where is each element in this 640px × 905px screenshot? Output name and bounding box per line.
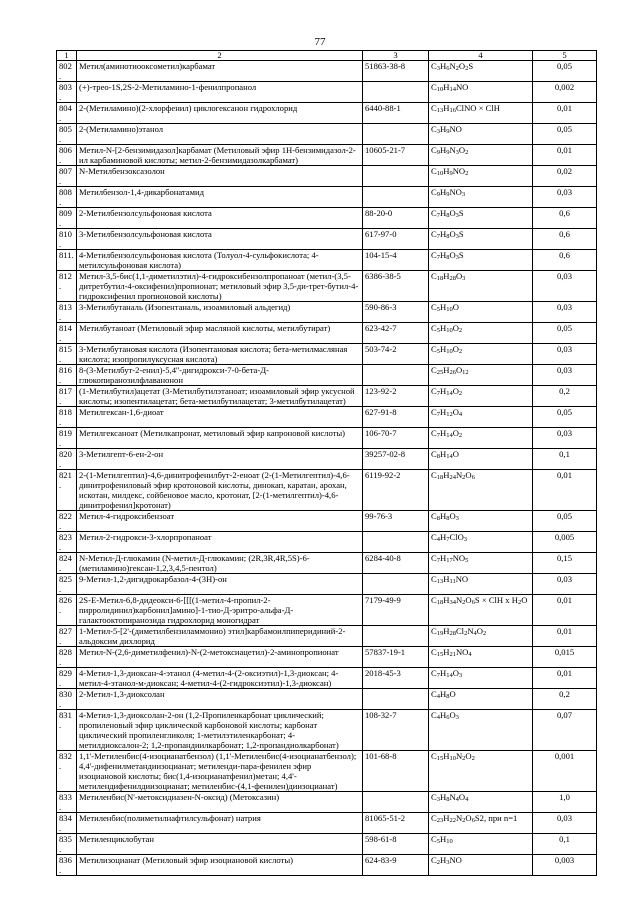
table-row [57,229,597,250]
cas-number [363,365,429,386]
substance-name: (+)-трео-1S,2S-2-Метиламино-1-фенилпропанол [77,82,363,103]
cas-number: 6119-92-2 [363,470,429,511]
substance-name: 8-(3-Метилбут-2-енил)-5,4''-дигидрокси-7-0-бета-Д-глюкопиранозилфлаванонон [77,365,363,386]
chemical-formula: $C_3H_9NO$ [429,124,533,145]
cas-number: 627-91-8 [363,407,429,428]
limit-value: 0,1 [533,449,597,470]
limit-value: 0,6 [533,250,597,271]
cas-number [363,124,429,145]
chemical-formula: $C_7H_{12}O_4$ [429,407,533,428]
row-number: 835. [57,834,77,855]
cas-number [363,82,429,103]
substance-name: (1-Метилбутил)ацетат (3-Метилбутилэтаноат; изоамиловый эфир уксусной кислоты; изопентилацетат; бета-метилбутилацетат; 3-метилбутилацетат) [77,386,363,407]
substance-name: 2-Метилбензолсульфоновая кислота [77,208,363,229]
row-number: 819. [57,428,77,449]
substance-name: 4-Метил-1,3-диоксан-4-этанол (4-метил-4-(2-оксиэтил)-1,3-диоксан; 4-метил-4-этанол-м-диоксан; 4-метил-4-(2-гидроксиэтил)-1,3-диоксан) [77,668,363,689]
cas-number: 81065-51-2 [363,813,429,834]
cas-number [363,792,429,813]
substance-name: 1,1'-Метиленбис(4-изоцианатбензол) (1,1'-Метиленбис(4-изоцианатбензол); 4,4'-дифенилметандиизоцианат; метиленди-пара-фенилен эфир изоциановой кислоты; бис(1,4-изоцианатфенил)метан; 4,4'-метилендифенилдиизоцианат; метиленбис-(4,1-фенилен)диизоцианат) [77,751,363,792]
limit-value: 0,03 [533,344,597,365]
cas-number: 108-32-7 [363,710,429,751]
table-row [57,271,597,302]
limit-value: 0,01 [533,595,597,626]
table-row [57,813,597,834]
row-number: 817. [57,386,77,407]
substance-name: 9-Метил-1,2-дигидрокарбазол-4-(3Н)-он [77,574,363,595]
substance-name: Метил(аминотиооксометил)карбамат [77,61,363,82]
chemical-formula: $C_{10}H_{14}NO$ [429,82,533,103]
substance-name: 3-Метилбензолсульфоновая кислота [77,229,363,250]
row-number: 811. [57,250,77,271]
limit-value: 1,0 [533,792,597,813]
row-number: 822. [57,511,77,532]
table-row [57,834,597,855]
limit-value: 0,01 [533,103,597,124]
cas-number [363,689,429,710]
cas-number: 617-97-0 [363,229,429,250]
row-number: 830. [57,689,77,710]
row-number: 829. [57,668,77,689]
page-number: 77 [314,36,326,48]
chemical-formula: $C_{18}H_{28}O_3$ [429,271,533,302]
chemical-formula: $C_8H_8O_3$ [429,511,533,532]
cas-number [363,574,429,595]
row-number: 816. [57,365,77,386]
row-number: 820. [57,449,77,470]
table-row [57,710,597,751]
cas-number: 590-86-3 [363,302,429,323]
substance-name: N-Метил-Д-глюкамин (N-метил-Д-глюкамин; (2R,3R,4R,5S)-6-(метиламино)гексан-1,2,3,4,5-пентол) [77,553,363,574]
chemical-formula: $C_{15}H_{21}NO_4$ [429,647,533,668]
row-number: 834. [57,813,77,834]
limit-value: 0,03 [533,271,597,302]
substance-name: Метил-2-гидрокси-3-хлорпропаноат [77,532,363,553]
limit-value: 0,15 [533,553,597,574]
substance-name: Метил-N-(2,6-диметилфенил)-N-(2-метоксиацетил)-2-аминопропионат [77,647,363,668]
row-number: 802. [57,61,77,82]
cas-number: 624-83-9 [363,855,429,876]
cas-number: 6284-40-8 [363,553,429,574]
limit-value: 0,05 [533,407,597,428]
limit-value: 0,03 [533,813,597,834]
chemical-formula: $C_7H_{14}O_2$ [429,386,533,407]
limit-value: 0,003 [533,855,597,876]
table-row [57,302,597,323]
chemical-formula: $C_{13}H_{16}ClNO$ × ClH [429,103,533,124]
substance-name: 2-(Метиламино)(2-хлорфенил) циклогексанон гидрохлорид [77,103,363,124]
chemical-formula: $C_{23}H_{22}N_2O_6S2$, при n=1 [429,813,533,834]
table-row [57,166,597,187]
substance-table [56,50,597,876]
substance-name: Метил-3,5-бис(1,1-диметилэтил)-4-гидроксибензолпропаноат (метил-(3,5-дитретбутил-4-оксифенил)пропионат; метиловый эфир 3,5-ди-трет-бутил-4-гидроксифенил пропионовой кислоты) [77,271,363,302]
header-col-4: 4 [429,51,533,61]
row-number: 807. [57,166,77,187]
table-row [57,428,597,449]
chemical-formula: $C_{10}H_9NO_2$ [429,166,533,187]
substance-name: 1-Метил-5-[2'-(диметилбензиламмонио) этил]карбамоилпиперидиний-2-альдоксим дихлорид [77,626,363,647]
cas-number: 10605-21-7 [363,145,429,166]
chemical-formula: $C_7H_{14}O_2$ [429,428,533,449]
chemical-formula: $C_5H_{10}O$ [429,302,533,323]
table-row [57,344,597,365]
table-row [57,407,597,428]
limit-value: 0,05 [533,511,597,532]
table-row [57,250,597,271]
row-number: 833. [57,792,77,813]
chemical-formula: $C_5H_{10}O_2$ [429,344,533,365]
cas-number: 101-68-8 [363,751,429,792]
table-row [57,103,597,124]
row-number: 828. [57,647,77,668]
substance-name: Метилбензол-1,4-дикарбонатамид [77,187,363,208]
substance-name: N-Метилбензоксазолон [77,166,363,187]
table-row [57,82,597,103]
chemical-formula: $C_{13}H_{11}NO$ [429,574,533,595]
substance-name: Метиленбис(полиметилнафтилсульфонат) натрия [77,813,363,834]
row-number: 806. [57,145,77,166]
header-col-2: 2 [77,51,363,61]
row-number: 813. [57,302,77,323]
substance-name: 4-Метил-1,3-диоксолан-2-он (1,2-Пропиленкарбонат циклический; пропиленовый эфир циклической карбоновой кислоты; карбонат циклический пропиленгликоля; 1-метилэтиленкарбонат; 4-метилдиоксалон-2; 1,2-пропандиилкарбонат; 1,2-пропандиолкарбонат) [77,710,363,751]
row-number: 827. [57,626,77,647]
chemical-formula: $C_{19}H_{28}Cl_2N_4O_2$ [429,626,533,647]
table-row [57,689,597,710]
chemical-formula: $C_4H_6O_3$ [429,710,533,751]
substance-name: Метиленциклобутан [77,834,363,855]
cas-number: 6386-38-5 [363,271,429,302]
cas-number [363,532,429,553]
substance-name: 3-Метилбутаналь (Изопентаналь, изоамиловый альдегид) [77,302,363,323]
cas-number: 51863-38-8 [363,61,429,82]
row-number: 810. [57,229,77,250]
row-number: 823. [57,532,77,553]
substance-name: 3-Метилгепт-6-ен-2-он [77,449,363,470]
row-number: 821. [57,470,77,511]
table-row [57,553,597,574]
cas-number: 7179-49-9 [363,595,429,626]
limit-value: 0,03 [533,187,597,208]
chemical-formula: $C_7H_8O_3S$ [429,229,533,250]
cas-number: 503-74-2 [363,344,429,365]
limit-value: 0,05 [533,61,597,82]
row-number: 824. [57,553,77,574]
table-row [57,855,597,876]
row-number: 818. [57,407,77,428]
table-row [57,647,597,668]
table-row [57,668,597,689]
cas-number: 623-42-7 [363,323,429,344]
cas-number: 2018-45-3 [363,668,429,689]
row-number: 815. [57,344,77,365]
limit-value: 0,6 [533,229,597,250]
cas-number [363,626,429,647]
table-row [57,626,597,647]
limit-value: 0,01 [533,470,597,511]
limit-value: 0,001 [533,751,597,792]
table-row [57,187,597,208]
chemical-formula: $C_3H_6N_2O_2S$ [429,61,533,82]
header-col-5: 5 [533,51,597,61]
limit-value: 0,07 [533,710,597,751]
cas-number [363,166,429,187]
limit-value: 0,1 [533,834,597,855]
table-row [57,323,597,344]
table-row [57,449,597,470]
chemical-formula: $C_{25}H_{26}O_{12}$ [429,365,533,386]
table-row [57,532,597,553]
table-row [57,145,597,166]
row-number: 812. [57,271,77,302]
chemical-formula: $C_4H_7ClO_3$ [429,532,533,553]
table-row [57,365,597,386]
chemical-formula: $C_8H_{14}O$ [429,449,533,470]
limit-value: 0,2 [533,386,597,407]
cas-number: 123-92-2 [363,386,429,407]
limit-value: 0,002 [533,82,597,103]
cas-number [363,187,429,208]
cas-number: 106-70-7 [363,428,429,449]
table-row [57,386,597,407]
chemical-formula: $C_{15}H_{10}N_2O_2$ [429,751,533,792]
cas-number: 598-61-8 [363,834,429,855]
chemical-formula: $C_9H_9NO_3$ [429,187,533,208]
row-number: 836. [57,855,77,876]
cas-number: 88-20-0 [363,208,429,229]
substance-name: 2-(1-Метилгептил)-4,6-динитрофенилбут-2-еноат (2-(1-Метилгептил)-4,6-динитрофениловый эфир кротоновой кислоты, динокап, каратан, арохан, искотан, милдекс, сойбеновое масло, кротонат, [2-(1-метилгептил)-4,6-динитрофенил]кротонат) [77,470,363,511]
substance-name: Метиленбис(N'-метоксидиазен-N-оксид) (Метоксазин) [77,792,363,813]
row-number: 831. [57,710,77,751]
limit-value: 0,01 [533,626,597,647]
row-number: 809. [57,208,77,229]
chemical-formula: $C_7H_8O_3S$ [429,250,533,271]
cas-number: 99-76-3 [363,511,429,532]
substance-name: Метилизоцианат (Метиловый эфир изоциановой кислоты) [77,855,363,876]
row-number: 825. [57,574,77,595]
cas-number: 104-15-4 [363,250,429,271]
limit-value: 0,03 [533,302,597,323]
substance-name: 2S-Е-Метил-6,8-дидеокси-6-[[[(1-метил-4-пропил-2-пирролидинил)карбонил]амино]-1-тио-Д-эритро-альфа-Д-галактооктопиранозида гидрохлорид моногидрат [77,595,363,626]
limit-value: 0,03 [533,365,597,386]
chemical-formula: $C_7H_{14}O_3$ [429,668,533,689]
header-col-3: 3 [363,51,429,61]
substance-name: Метилгексаноат (Метилкапронат, метиловый эфир капроновой кислоты) [77,428,363,449]
table-row [57,61,597,82]
chemical-formula: $C_2H_3NO$ [429,855,533,876]
limit-value: 0,02 [533,166,597,187]
table-row [57,511,597,532]
substance-name: Метилбутаноат (Метиловый эфир масляной кислоты, метилбутират) [77,323,363,344]
row-number: 814. [57,323,77,344]
cas-number: 57837-19-1 [363,647,429,668]
chemical-formula: $C_7H_8O_3S$ [429,208,533,229]
limit-value: 0,6 [533,208,597,229]
table-row [57,208,597,229]
limit-value: 0,005 [533,532,597,553]
limit-value: 0,015 [533,647,597,668]
chemical-formula: $C_9H_9N_3O_2$ [429,145,533,166]
substance-name: 3-Метилбутановая кислота (Изопентановая кислота; бета-метилмасляная кислота; изопропилуксусная кислота) [77,344,363,365]
chemical-formula: $C_{18}H_{34}N_2O_6S$ × ClH x $H_2O$ [429,595,533,626]
table-row [57,792,597,813]
row-number: 808. [57,187,77,208]
table-row [57,470,597,511]
limit-value: 0,01 [533,668,597,689]
table-row [57,595,597,626]
cas-number: 6440-88-1 [363,103,429,124]
header-row [57,51,597,61]
chemical-formula: $C_5H_{10}$ [429,834,533,855]
row-number: 832. [57,751,77,792]
substance-name: 2-(Метиламино)этанол [77,124,363,145]
table-row [57,124,597,145]
substance-name: 2-Метил-1,3-диоксолан [77,689,363,710]
cas-number: 39257-02-8 [363,449,429,470]
header-col-1: 1 [57,51,77,61]
chemical-formula: $C_5H_{10}O_2$ [429,323,533,344]
chemical-formula: $C_{18}H_{24}N_2O_6$ [429,470,533,511]
substance-name: Метилгексан-1,6-диоат [77,407,363,428]
chemical-formula: $C_3H_8N_4O_4$ [429,792,533,813]
table-row [57,574,597,595]
substance-name: Метил-4-гидроксибензоат [77,511,363,532]
row-number: 803. [57,82,77,103]
substance-name: 4-Метилбензолсульфоновая кислота (Толуол-4-сульфокислота; 4-метилсульфоновая кислота) [77,250,363,271]
limit-value: 0,05 [533,124,597,145]
row-number: 805. [57,124,77,145]
limit-value: 0,03 [533,428,597,449]
substance-name: Метил-N-[2-бензимидазол]карбамат (Метиловый эфир 1Н-бензимидазол-2-ил карбаминовой кислоты; метил-2-бензимидазолкарбамат) [77,145,363,166]
limit-value: 0,2 [533,689,597,710]
limit-value: 0,03 [533,574,597,595]
row-number: 804. [57,103,77,124]
limit-value: 0,05 [533,323,597,344]
table-row [57,751,597,792]
limit-value: 0,01 [533,145,597,166]
chemical-formula: $C_7H_{17}NO_5$ [429,553,533,574]
row-number: 826. [57,595,77,626]
chemical-formula: $C_4H_8O$ [429,689,533,710]
